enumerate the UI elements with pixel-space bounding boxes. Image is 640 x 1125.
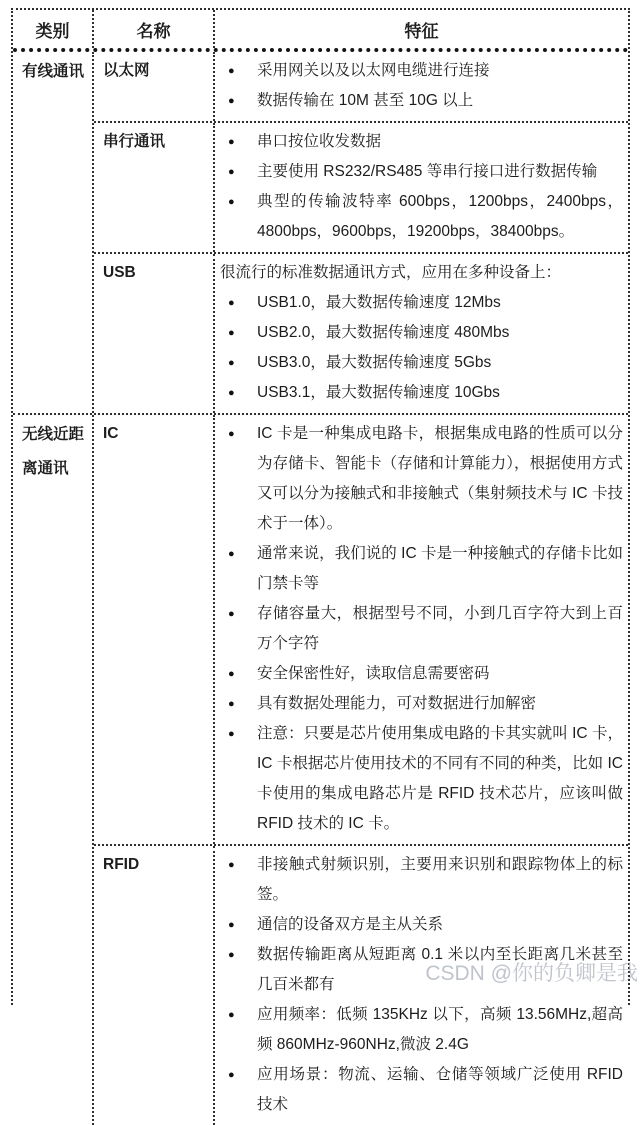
feature-text: USB3.1，最大数据传输速度 10Gbs: [257, 384, 500, 401]
feature-text: 采用网关以及以太网电缆进行连接: [257, 62, 490, 79]
feature-item: [215, 56, 623, 86]
feature-text: 应用场景：物流、运输、仓储等领域广泛使用 RFID 技术: [257, 1066, 623, 1113]
category-group: [13, 52, 628, 413]
table-row: [94, 121, 628, 252]
bullet-icon: ●: [228, 297, 235, 309]
feature-item: [215, 1000, 623, 1060]
feature-text: IC 卡是一种集成电路卡，根据集成电路的性质可以分为存储卡、智能卡（存储和计算能力），根据使用方式又可以分为接触式和非接触式（集射频技术与 IC 卡技术于一体）。: [257, 425, 623, 532]
feature-item: [215, 659, 623, 689]
feature-text: 存储容量大，根据型号不同，小到几百字符大到上百万个字符: [257, 605, 623, 652]
feature-item: [215, 157, 623, 187]
features-cell: [215, 846, 628, 1125]
feature-item: [215, 318, 623, 348]
bullet-icon: ●: [228, 698, 235, 710]
communication-types-table: [11, 8, 630, 1113]
feature-item: [215, 288, 623, 318]
table-row: [94, 415, 628, 844]
features-intro-text: 很流行的标准数据通讯方式，应用在多种设备上：: [220, 264, 562, 281]
feature-item: [215, 348, 623, 378]
features-cell: [215, 52, 628, 121]
feature-item: [215, 187, 623, 247]
feature-item: [215, 850, 623, 910]
feature-text: USB1.0，最大数据传输速度 12Mbs: [257, 294, 501, 311]
feature-item: [215, 719, 623, 839]
header-name: 名称: [94, 10, 215, 48]
header-category: 类别: [13, 10, 94, 48]
table-header-row: [13, 10, 628, 52]
features-cell: [215, 254, 628, 413]
feature-text: 数据传输在 10M 甚至 10G 以上: [257, 92, 474, 109]
feature-text: USB2.0，最大数据传输速度 480Mbs: [257, 324, 510, 341]
feature-item: [215, 1060, 623, 1120]
feature-text: 串口按位收发数据: [257, 133, 382, 150]
feature-text: 通信的设备双方是主从关系: [257, 916, 444, 933]
bullet-icon: ●: [228, 548, 235, 560]
bullet-icon: ●: [228, 95, 235, 107]
feature-item: [215, 378, 623, 408]
table-row: [94, 252, 628, 413]
features-cell: [215, 415, 628, 844]
bullet-icon: ●: [228, 136, 235, 148]
table-row: [94, 52, 628, 121]
category-cell: 有线通讯: [13, 52, 94, 413]
feature-item: [215, 86, 623, 116]
bullet-icon: ●: [228, 428, 235, 440]
table-row: [94, 844, 628, 1125]
feature-item: [215, 539, 623, 599]
watermark: CSDN @你的负卿是我: [425, 962, 638, 985]
bullet-icon: ●: [228, 327, 235, 339]
feature-text: 数据传输距离从短距离 0.1 米以内至长距离几米甚至几百米都有: [257, 946, 623, 993]
feature-text: 注意：只要是芯片使用集成电路的卡其实就叫 IC 卡，IC 卡根据芯片使用技术的不同有不同的种类，比如 IC 卡使用的集成电路芯片是 RFID 技术芯片，应该叫做 RFID 技术的 IC 卡。: [257, 725, 623, 832]
name-cell: 以太网: [94, 52, 215, 121]
bullet-icon: ●: [228, 166, 235, 178]
feature-text: 非接触式射频识别，主要用来识别和跟踪物体上的标签。: [257, 856, 623, 903]
bullet-icon: ●: [228, 65, 235, 77]
bullet-icon: ●: [228, 728, 235, 740]
name-cell: USB: [94, 254, 215, 413]
feature-item: [215, 910, 623, 940]
feature-text: 安全保密性好，读取信息需要密码: [257, 665, 490, 682]
feature-text: 主要使用 RS232/RS485 等串行接口进行数据传输: [257, 163, 598, 180]
bullet-icon: ●: [228, 608, 235, 620]
feature-text: 典型的传输波特率 600bps，1200bps，2400bps，4800bps，9600bps，19200bps，38400bps。: [257, 193, 623, 240]
feature-item: [215, 127, 623, 157]
feature-text: 通常来说，我们说的 IC 卡是一种接触式的存储卡比如门禁卡等: [257, 545, 623, 592]
bullet-icon: ●: [228, 387, 235, 399]
features-cell: [215, 123, 628, 252]
bullet-icon: ●: [228, 949, 235, 961]
feature-item: [215, 419, 623, 539]
feature-text: 应用频率：低频 135KHz 以下，高频 13.56MHz,超高频 860MHz-960NHz,微波 2.4G: [257, 1006, 623, 1053]
feature-text: 具有数据处理能力，可对数据进行加解密: [257, 695, 537, 712]
bullet-icon: ●: [228, 1009, 235, 1021]
bullet-icon: ●: [228, 859, 235, 871]
name-rows: [94, 52, 628, 413]
name-cell: RFID: [94, 846, 215, 1125]
bullet-icon: ●: [228, 1069, 235, 1081]
feature-item: [215, 940, 623, 1000]
name-cell: IC: [94, 415, 215, 844]
bullet-icon: ●: [228, 668, 235, 680]
feature-item: [215, 689, 623, 719]
bullet-icon: ●: [228, 357, 235, 369]
category-group: [13, 413, 628, 1125]
name-rows: [94, 415, 628, 1125]
header-features: 特征: [404, 21, 439, 41]
table-body: [13, 52, 628, 1125]
feature-text: USB3.0，最大数据传输速度 5Gbs: [257, 354, 492, 371]
name-cell: 串行通讯: [94, 123, 215, 252]
feature-item: [215, 599, 623, 659]
bullet-icon: ●: [228, 196, 235, 208]
bullet-icon: ●: [228, 919, 235, 931]
category-cell: 无线近距离通讯: [13, 415, 94, 1125]
